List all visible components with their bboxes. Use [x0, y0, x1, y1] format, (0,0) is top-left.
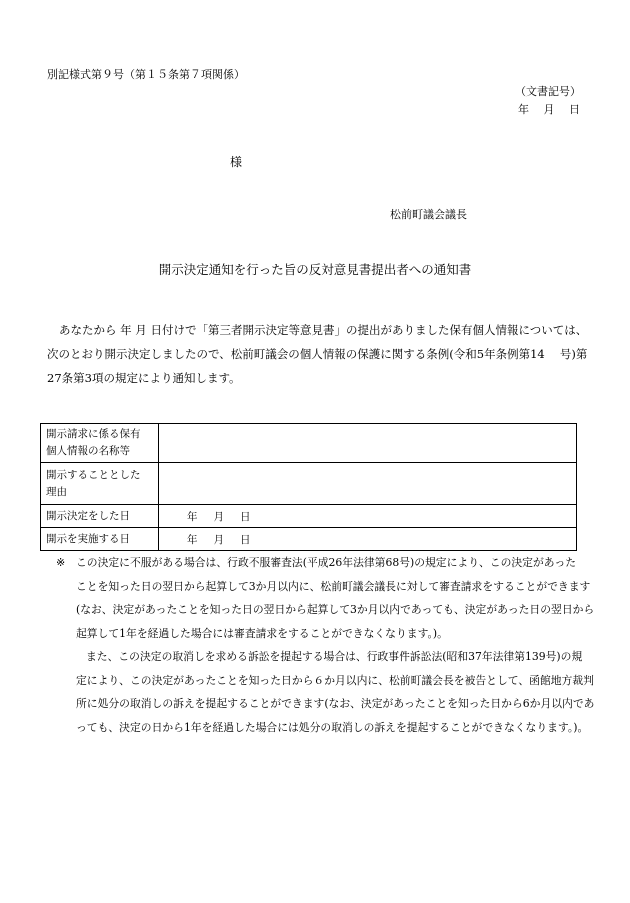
note-line: また、この決定の取消しを求める訴訟を提起する場合は、行政事件訴訟法(昭和37年法律第139号)の規 — [86, 650, 583, 663]
row-value-decision-date: 年 月 日 — [159, 505, 577, 528]
note-line: 所に処分の取消しの訴えを提起することができます(なお、決定があったことを知った日から6か月以内であ — [76, 697, 595, 710]
issue-date — [518, 101, 580, 117]
disclosure-info-table — [40, 423, 577, 551]
table-row — [41, 528, 577, 551]
notes-section — [56, 551, 596, 739]
row-label-info-name: 開示請求に係る保有 個人情報の名称等 — [41, 424, 159, 463]
issue-date-day: 日 — [569, 103, 580, 116]
note-mark: ※ — [56, 556, 66, 569]
recipient-honorific: 様 — [230, 155, 243, 169]
body-line-3: 27条第3項の規定により通知します。 — [47, 371, 241, 385]
row-label-decision-date: 開示決定をした日 — [41, 505, 159, 528]
note-line: (なお、決定があったことを知った日の翌日から起算して3か月以内であっても、決定があった日の翌日から — [76, 603, 595, 616]
row-value-reason — [159, 463, 577, 505]
row-label-implementation-date: 開示を実施する日 — [41, 528, 159, 551]
issue-date-month: 月 — [543, 103, 555, 116]
note-line: ※ この決定に不服がある場合は、行政不服審査法(平成26年法律第68号)の規定により、この決定があった — [56, 551, 596, 575]
body-line-1: あなたから 年 月 日付けで「第三者開示決定等意見書」の提出がありました保有個人情報については、 — [59, 323, 588, 337]
sender-name: 松前町議会議長 — [390, 208, 467, 221]
note-line: 起算して1年を経過した場合には審査請求をすることができなくなります。)。 — [76, 626, 448, 640]
body-paragraph — [47, 318, 587, 390]
row-label-reason: 開示することとした 理由 — [41, 463, 159, 505]
body-line-2: 次のとおり開示決定しましたので、松前町議会の個人情報の保護に関する条例(令和5年条例第14 号)第 — [47, 347, 588, 361]
table-row — [41, 424, 577, 463]
document-number-label: （文書記号） — [515, 85, 581, 98]
issue-date-year: 年 — [518, 103, 529, 116]
form-number: 別記様式第９号（第１５条第７項関係） — [47, 68, 245, 81]
document-title: 開示決定通知を行った旨の反対意見書提出者への通知書 — [158, 262, 472, 277]
note-line: ことを知った日の翌日から起算して3か月以内に、松前町議会議長に対して審査請求をすることができます — [76, 579, 591, 593]
table-row — [41, 463, 577, 505]
table-row — [41, 505, 577, 528]
row-value-implementation-date: 年 月 日 — [159, 528, 577, 551]
row-value-info-name — [159, 424, 577, 463]
note-line: 定により、この決定があったことを知った日から６か月以内に、松前町議会長を被告として、函館地方裁判 — [76, 673, 594, 687]
note-line: っても、決定の日から1年を経過した場合には処分の取消しの訴えを提起することができなくなります。)。 — [76, 720, 589, 734]
